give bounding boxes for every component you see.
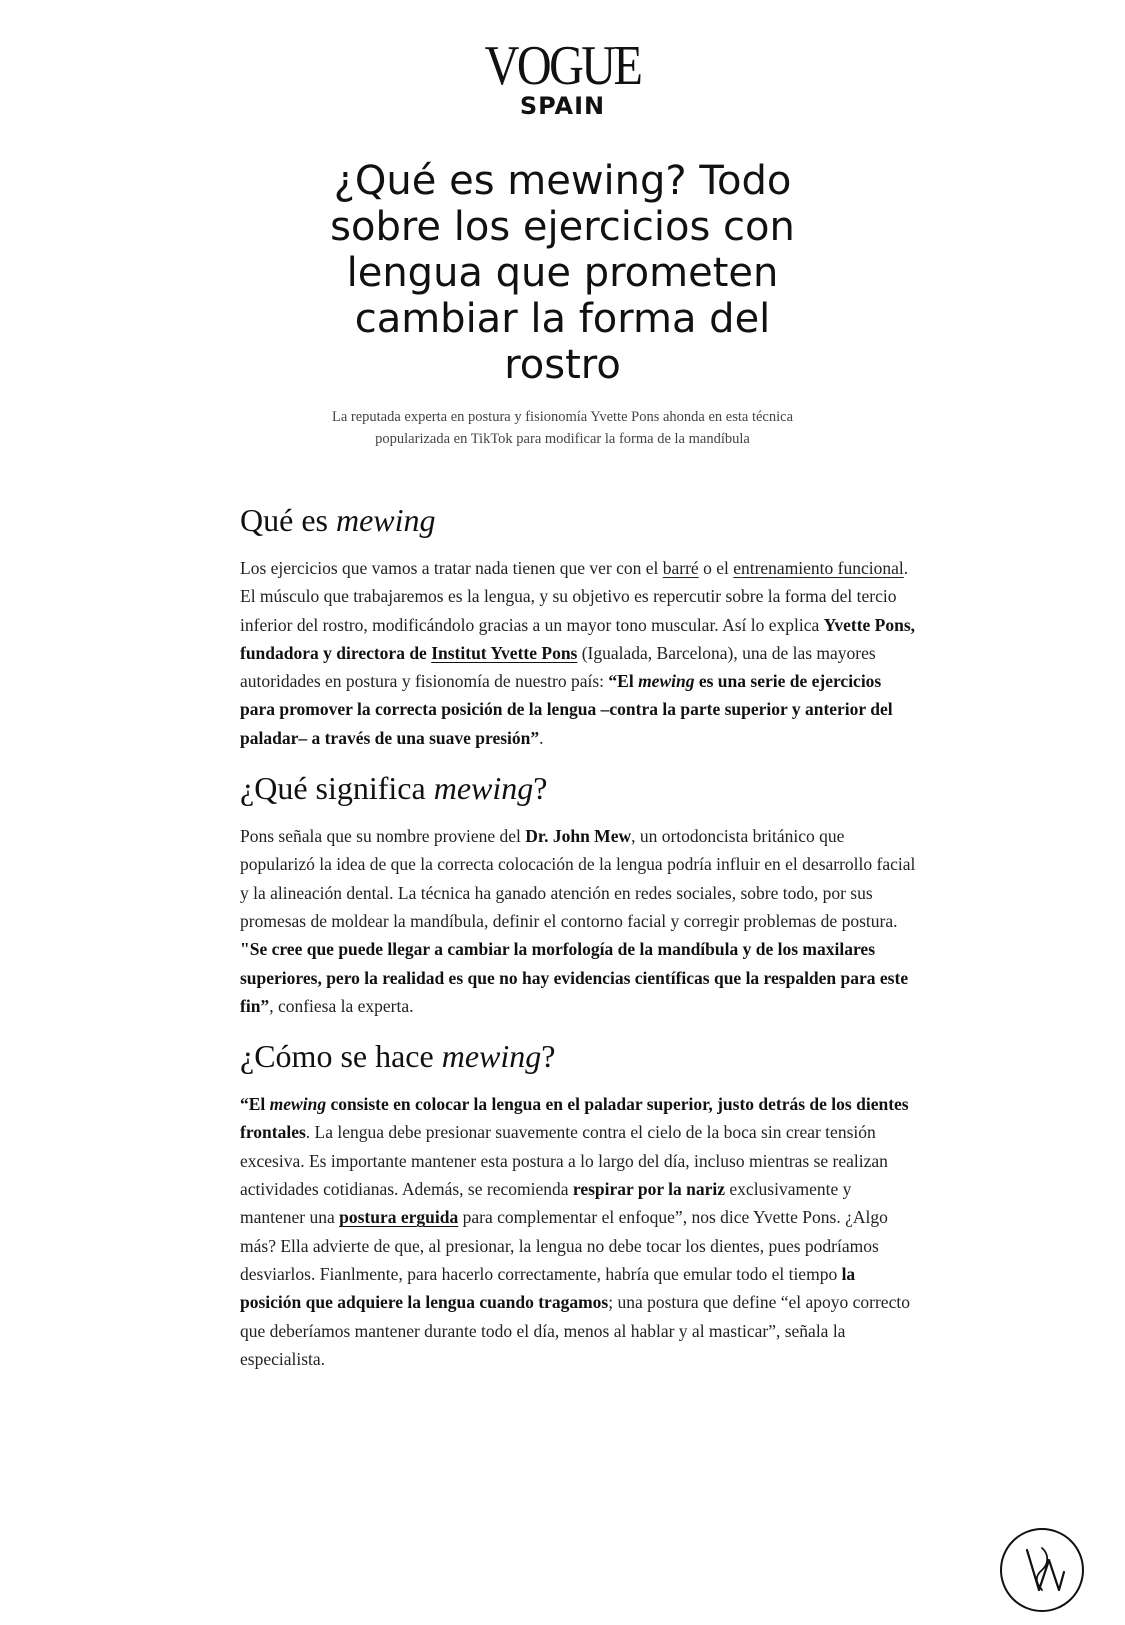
text: Los ejercicios que vamos a tratar nada tienen que ver con el: [240, 558, 663, 578]
bold-text: “El: [240, 1094, 270, 1115]
article-dek: La reputada experta en postura y fisionomía Yvette Pons ahonda en esta técnica popularizada en TikTok para modificar la forma de la mandíbula: [331, 409, 794, 447]
heading-emphasis: mewing: [335, 502, 436, 538]
article-headline: ¿Qué es mewing? Todo sobre los ejercicios con lengua que prometen cambiar la forma del rostro: [330, 158, 795, 388]
text: . La lengua debe presionar suavemente contra el cielo de la boca sin crear tensión excesiva. Es importante mantener esta postura a lo largo del día, incluso mientras se realizan actividades cotidianas. Además, se recomienda: [240, 1122, 888, 1200]
bold-emphasis: mewing: [638, 671, 695, 692]
text: Pons señala que su nombre proviene del: [240, 826, 526, 847]
quote-bold: "Se cree que puede llegar a cambiar la morfología de la mandíbula y de los maxilares superiores, pero la realidad es que no hay evidencias científicas que la respalden para este fin”: [240, 939, 909, 1016]
heading-text: ¿Qué significa: [240, 770, 434, 807]
heading-emphasis: mewing: [441, 1038, 542, 1075]
text: (Igualada, Barcelona), una de las mayores autoridades en postura y fisionomía de nuestro país:: [240, 642, 876, 692]
link-institut-yvette-pons[interactable]: Institut Yvette Pons: [431, 642, 578, 663]
heading-suffix: ?: [541, 1038, 556, 1075]
link-barre[interactable]: barré: [662, 558, 699, 578]
section-heading: [240, 500, 920, 540]
vogue-monogram-badge[interactable]: [1000, 1528, 1084, 1612]
heading-text: ¿Cómo se hace: [240, 1038, 442, 1075]
bold-text: Yvette Pons, fundadora y directora de: [240, 614, 916, 663]
text: exclusivamente y mantener una: [240, 1179, 852, 1228]
vogue-v-monogram-icon: [1002, 1530, 1082, 1610]
text: o el: [698, 558, 734, 578]
bold-link-wrapper: [339, 1207, 458, 1227]
section-heading: [240, 1036, 920, 1076]
text: para complementar el enfoque”, nos dice Yvette Pons. ¿Algo más? Ella advierte de que, al presionar, la lengua no debe tocar los dientes, pues podríamos desviarlos. Fianlmente, para hacerlo correctamente, habría que emular todo el tiempo: [240, 1207, 888, 1284]
text: .: [539, 727, 544, 748]
bold-emphasis: mewing: [269, 1094, 327, 1115]
vogue-logo[interactable]: VOGUE: [484, 35, 641, 97]
bold-text: la posición que adquiere la lengua cuando tragamos: [240, 1263, 856, 1313]
section-heading: [240, 768, 920, 808]
text: , confiesa la experta.: [269, 995, 414, 1016]
text: . El músculo que trabajaremos es la lengua, y su objetivo es repercutir sobre la forma del tercio inferior del rostro, modificándolo gracias a un mayor tono muscular. Así lo explica: [240, 558, 909, 635]
section-que-es-mewing: [240, 500, 920, 752]
bold-text: Dr. John Mew: [525, 826, 632, 847]
bold-text: “El: [608, 671, 639, 692]
bold-text: consiste en colocar la lengua en el paladar superior, justo detrás de los dientes frontales: [240, 1094, 909, 1143]
heading-text: Qué es: [240, 502, 336, 538]
link-entrenamiento-funcional[interactable]: entrenamiento funcional: [733, 558, 904, 578]
paragraph: [240, 1090, 920, 1373]
text: ; una postura que define “el apoyo correcto que deberíamos mantener durante todo el día, menos al hablar y al masticar”, señala la especialista.: [240, 1292, 910, 1369]
text: , un ortodoncista británico que popularizó la idea de que la correcta colocación de la lengua podría influir en el desarrollo facial y la alineación dental. La técnica ha ganado atención en redes sociales, sobre todo, por sus promesas de moldear la mandíbula, definir el contorno facial y corregir problemas de postura.: [240, 826, 916, 931]
section-como-se-hace-mewing: [240, 1036, 920, 1373]
paragraph: [240, 822, 920, 1020]
bold-text: respirar por la nariz: [572, 1179, 726, 1200]
masthead: [0, 35, 1125, 120]
paragraph: [240, 554, 920, 752]
article-body: [240, 500, 920, 1389]
edition-label: SPAIN: [519, 92, 606, 120]
link-postura-erguida[interactable]: postura erguida: [339, 1207, 459, 1228]
bold-text: es una serie de ejercicios para promover la correcta posición de la lengua –contra la parte superior y anterior del paladar– a través de una suave presión”: [240, 671, 893, 748]
section-que-significa-mewing: [240, 768, 920, 1020]
heading-emphasis: mewing: [433, 770, 534, 807]
heading-suffix: ?: [533, 770, 548, 807]
